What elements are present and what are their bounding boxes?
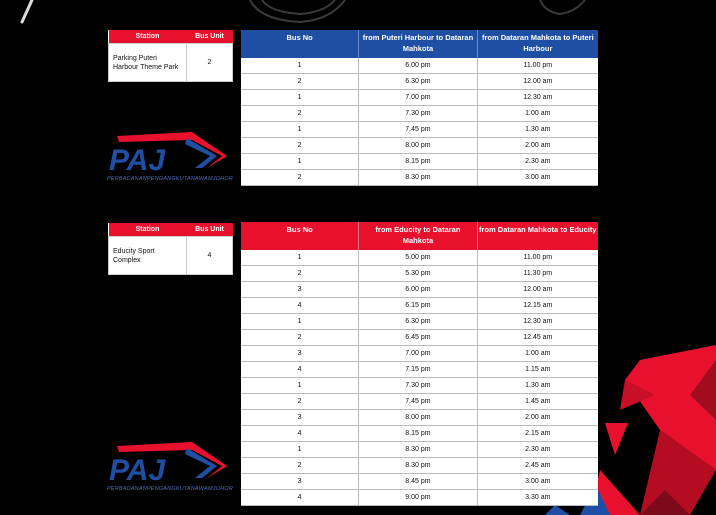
table-row	[241, 410, 598, 426]
table-row	[241, 346, 598, 362]
bus-no-cell: 1	[241, 314, 359, 330]
bus-no-cell: 4	[241, 298, 359, 314]
faded-illustration	[250, 0, 585, 22]
return-time-cell: 12.00 am	[477, 74, 598, 90]
return-time-cell: 12.45 am	[477, 330, 598, 346]
table-row	[241, 378, 598, 394]
table-row	[241, 58, 598, 74]
station-table-1	[108, 30, 233, 82]
outbound-time-cell: 8.00 pm	[359, 138, 477, 154]
return-time-cell: 3.30 am	[477, 490, 598, 506]
outbound-time-cell: 5.00 pm	[359, 250, 477, 266]
bus-no-header: Bus No	[241, 30, 359, 58]
bus-no-cell: 1	[241, 58, 359, 74]
return-header: from Dataran Mahkota to Puteri Harbour	[477, 30, 598, 58]
table-row	[241, 314, 598, 330]
return-time-cell: 1.15 am	[477, 362, 598, 378]
return-time-cell: 2.15 am	[477, 426, 598, 442]
return-time-cell: 1.00 am	[477, 346, 598, 362]
outbound-time-cell: 8.00 pm	[359, 410, 477, 426]
bus-no-cell: 1	[241, 442, 359, 458]
paj-logo-text: PAJ	[109, 144, 166, 177]
paj-tagline: PERBADANANPENGANGKUTANAWAMJOHOR	[107, 486, 233, 492]
outbound-time-cell: 7.00 pm	[359, 346, 477, 362]
slash-mark	[22, 0, 32, 22]
bus-no-cell: 2	[241, 458, 359, 474]
outbound-time-cell: 5.30 pm	[359, 266, 477, 282]
bus-no-cell: 2	[241, 394, 359, 410]
schedule-table-1	[241, 30, 598, 186]
bus-no-cell: 2	[241, 106, 359, 122]
outbound-header: from Educity to Dataran Mahkota	[359, 222, 477, 250]
bus-no-cell: 2	[241, 170, 359, 186]
table-row	[241, 106, 598, 122]
table-row	[241, 458, 598, 474]
table-row	[241, 170, 598, 186]
outbound-time-cell: 7.30 pm	[359, 106, 477, 122]
paj-tagline: PERBADANANPENGANGKUTANAWAMJOHOR	[107, 176, 233, 182]
bus-unit-value: 2	[187, 44, 233, 82]
outbound-time-cell: 8.30 pm	[359, 442, 477, 458]
outbound-time-cell: 6.00 pm	[359, 58, 477, 74]
return-time-cell: 12.00 am	[477, 282, 598, 298]
return-time-cell: 2.00 am	[477, 410, 598, 426]
outbound-time-cell: 6.45 pm	[359, 330, 477, 346]
return-header: from Dataran Mahkota to Educity	[477, 222, 598, 250]
paj-logo	[107, 438, 237, 498]
outbound-time-cell: 7.00 pm	[359, 90, 477, 106]
return-time-cell: 2.45 am	[477, 458, 598, 474]
bus-no-cell: 1	[241, 378, 359, 394]
return-time-cell: 2.30 am	[477, 154, 598, 170]
bus-no-cell: 2	[241, 74, 359, 90]
outbound-time-cell: 6.30 pm	[359, 74, 477, 90]
outbound-time-cell: 9.00 pm	[359, 490, 477, 506]
paj-logo-mark	[107, 438, 237, 488]
station-header: Station	[109, 30, 187, 44]
return-time-cell: 2.30 am	[477, 442, 598, 458]
return-time-cell: 1.30 am	[477, 122, 598, 138]
bus-no-cell: 3	[241, 346, 359, 362]
schedule-body-2	[241, 250, 598, 506]
bus-no-cell: 4	[241, 426, 359, 442]
return-time-cell: 1.30 am	[477, 378, 598, 394]
bus-no-cell: 2	[241, 138, 359, 154]
outbound-time-cell: 6.00 pm	[359, 282, 477, 298]
station-name: Parking Puteri Harbour Theme Park	[109, 44, 187, 82]
paj-logo-mark	[107, 128, 237, 178]
bus-unit-header: Bus Unit	[187, 30, 233, 44]
bus-no-cell: 4	[241, 490, 359, 506]
return-time-cell: 12.30 am	[477, 314, 598, 330]
outbound-time-cell: 8.15 pm	[359, 426, 477, 442]
paj-logo	[107, 128, 237, 188]
table-row	[241, 122, 598, 138]
table-row	[241, 490, 598, 506]
outbound-time-cell: 7.15 pm	[359, 362, 477, 378]
return-time-cell: 11.00 pm	[477, 58, 598, 74]
outbound-header: from Puteri Harbour to Dataran Mahkota	[359, 30, 477, 58]
paj-logo-text: PAJ	[109, 454, 166, 487]
return-time-cell: 3.00 am	[477, 170, 598, 186]
table-row	[241, 474, 598, 490]
table-row	[241, 90, 598, 106]
bus-no-cell: 3	[241, 474, 359, 490]
table-row	[241, 394, 598, 410]
table-row	[241, 442, 598, 458]
table-row	[241, 282, 598, 298]
table-row	[241, 250, 598, 266]
outbound-time-cell: 8.15 pm	[359, 154, 477, 170]
return-time-cell: 11.30 pm	[477, 266, 598, 282]
table-row	[241, 362, 598, 378]
return-time-cell: 12.30 am	[477, 90, 598, 106]
table-row	[241, 298, 598, 314]
bus-no-cell: 2	[241, 266, 359, 282]
station-name: Educity Sport Complex	[109, 237, 187, 275]
outbound-time-cell: 6.15 pm	[359, 298, 477, 314]
table-row	[241, 426, 598, 442]
return-time-cell: 12.15 am	[477, 298, 598, 314]
schedule-table-2	[241, 222, 598, 506]
outbound-time-cell: 7.30 pm	[359, 378, 477, 394]
table-row	[241, 74, 598, 90]
bus-unit-value: 4	[187, 237, 233, 275]
outbound-time-cell: 6.30 pm	[359, 314, 477, 330]
outbound-time-cell: 8.45 pm	[359, 474, 477, 490]
table-row	[241, 330, 598, 346]
station-header: Station	[109, 223, 187, 237]
bus-unit-header: Bus Unit	[187, 223, 233, 237]
return-time-cell: 3.00 am	[477, 474, 598, 490]
return-time-cell: 1.45 am	[477, 394, 598, 410]
bus-no-cell: 1	[241, 122, 359, 138]
return-time-cell: 1.00 am	[477, 106, 598, 122]
outbound-time-cell: 7.45 pm	[359, 394, 477, 410]
bus-no-cell: 1	[241, 154, 359, 170]
bus-no-cell: 3	[241, 282, 359, 298]
station-table-2	[108, 223, 233, 275]
outbound-time-cell: 7.45 pm	[359, 122, 477, 138]
bus-no-cell: 4	[241, 362, 359, 378]
table-row	[241, 138, 598, 154]
schedule-body-1	[241, 58, 598, 186]
bus-no-cell: 1	[241, 90, 359, 106]
table-row	[241, 266, 598, 282]
bus-no-header: Bus No	[241, 222, 359, 250]
bus-no-cell: 2	[241, 330, 359, 346]
bus-no-cell: 1	[241, 250, 359, 266]
outbound-time-cell: 8.30 pm	[359, 170, 477, 186]
return-time-cell: 2.00 am	[477, 138, 598, 154]
table-row	[241, 154, 598, 170]
return-time-cell: 11.00 pm	[477, 250, 598, 266]
bus-no-cell: 3	[241, 410, 359, 426]
outbound-time-cell: 8.30 pm	[359, 458, 477, 474]
